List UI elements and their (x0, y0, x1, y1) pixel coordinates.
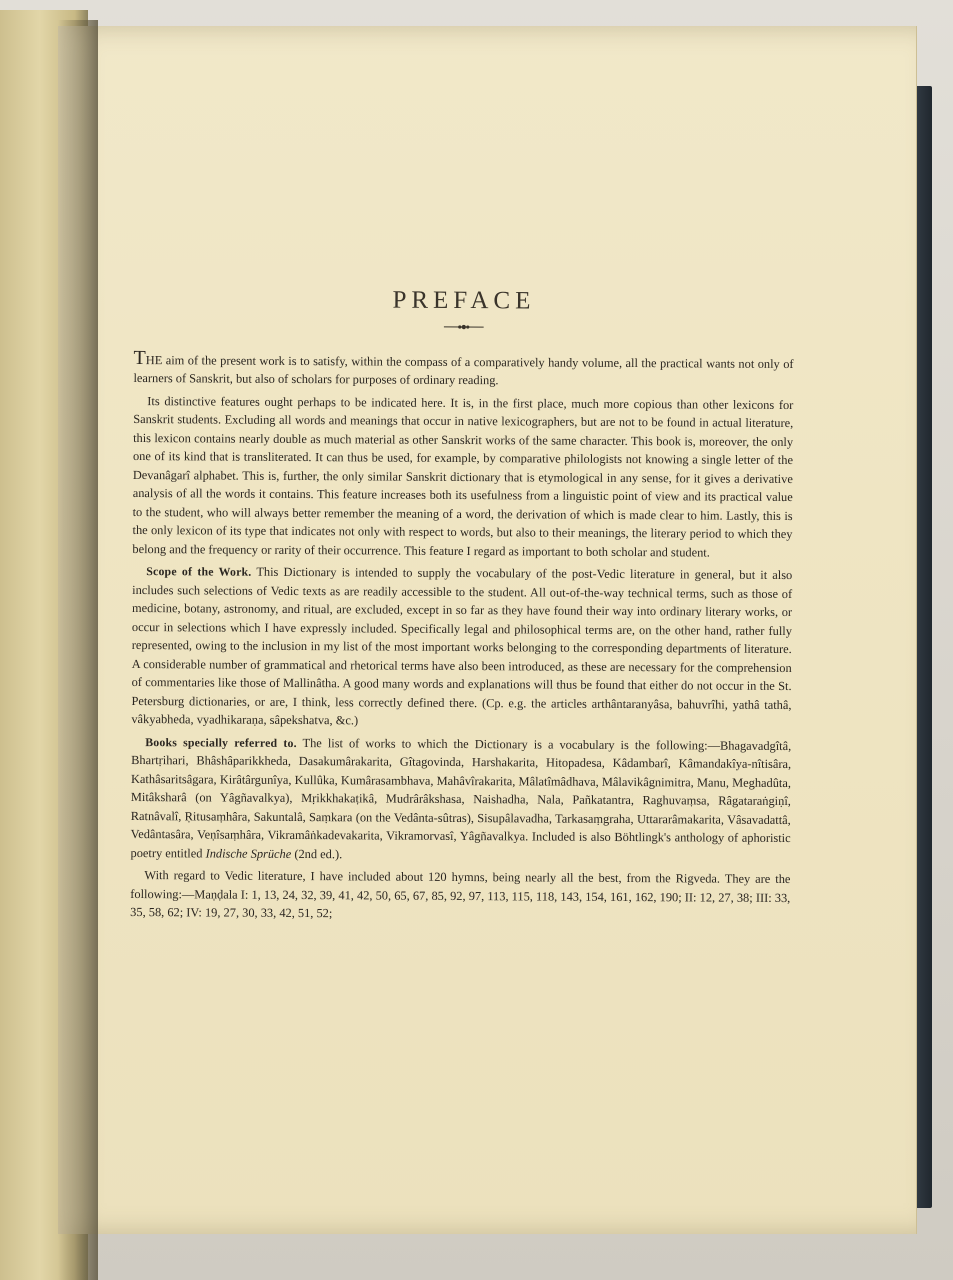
books-text: The list of works to which the Dictionary is a vocabulary is the following:—Bhagavadgîtâ, Bhartṛihari, Bhâshâparikkheda, Dasakumârakarita, Gîtagovinda, Harshakarita, Hitopadesa, Kâdambarî, Kâmandakîya-nîtisâra, Kathâsaritsâgara, Kirâtârgunîya, Kullûka, Kumârasambhava, Mahâvîrakarita, Mâlatîmâdhava, Mâlavikâgnimitra, Manu, Meghadûta, Mitâksharâ (on Yâgñavalkya), Mṛikkhakaṭikâ, Mudrârâkshasa, Naishadha, Nala, Pañkatantra, Raghuvaṃsa, Râgataraṅgiṇî, Ratnâvalî, Ṛitusaṃhâra, Sakuntalâ, Saṃkara (on the Vedânta-sûtras), Sisupâlavadha, Tarkasaṃgraha, Uttararâmakarita, Vâsavadattâ, Vedântasâra, Veṇîsaṃhâra, Vikramâṅkadevakarita, Vikramorvasî, Yâgñavalkya. Included is also Böhtlingk's anthology of aphoristic poetry entitled (130, 735, 792, 860)
anthology-edition: (2nd ed.). (294, 846, 343, 861)
paragraph-scope (131, 562, 792, 733)
anthology-title: Indische Sprüche (205, 845, 292, 861)
paragraph-books (131, 732, 792, 866)
drop-cap: T (133, 346, 146, 369)
page-content (130, 286, 794, 930)
scope-text: This Dictionary is intended to supply the vocabulary of the post-Vedic literature in general, but it also includes such selections of Vedic texts as are readily accessible to the student. All out-of-the-way technical terms, such as those of medicine, botany, astronomy, and ritual, are excluded, except in so far as they have found their way into ordinary literary works, or occur in selections which I have expressly included. Specifically legal and philosophical terms are, on the other hand, rather fully represented, owing to the inclusion in my list of the most important works belonging to the corresponding departments of literature. A considerable number of grammatical and rhetorical terms have also been introduced, as these are necessary for the comprehension of commentaries like those of Mallinâtha. A good many words and explanations will thus be found that either do not occur in the St. Petersburg dictionaries, or are, I think, less correctly defined there. (Cp. e.g. the articles arthântaranyâsa, bahuvrîhi, yathâ tathâ, vâkyabheda, vyadhikaraṇa, sâpekshatva, &c.) (131, 564, 793, 728)
paragraph-intro (133, 346, 794, 391)
paragraph-features: Its distinctive features ought perhaps to be indicated here. It is, in the first place, much more copious than other lexicons for Sanskrit students. Excluding all words and meanings that occur in native lexicographers, but are not to be found in actual literature, this lexicon contains nearly double as much material as other Sanskrit works of the same character. This book is, moreover, the only one of its kind that is transliterated. It can thus be used, for example, by comparative philologists not knowing a single letter of the Devanâgarî alphabet. This is, further, the only similar Sanskrit dictionary that is etymological in any sense, for it gives a derivative analysis of all the words it contains. This feature increases both its usefulness from a linguistic point of view and its practical value to the student, who will always better remember the meaning of a word, the derivation of which is made clear to him. Lastly, this is the only lexicon of its type that indicates not only with respect to words, but also to their meanings, the literary period to which they belong and the frequency or rarity of their occurrence. This feature I regard as important to both scholar and student. (132, 393, 794, 560)
intro-text: HE aim of the present work is to satisfy, within the compass of a comparatively handy volume, all the practical wants not only of learners of Sanskrit, but also of scholars for purposes of ordinary reading. (133, 352, 794, 388)
books-heading: Books specially referred to. (145, 734, 297, 750)
page-gutter-shadow (58, 20, 98, 1280)
page-title: PREFACE (392, 286, 536, 315)
paragraph-vedic: With regard to Vedic literature, I have included about 120 hymns, being nearly all the best, from the Rigveda. They are the following:—Maṇḍala I: 1, 13, 24, 32, 39, 41, 42, 50, 65, 67, 85, 92, 97, 113, 115, 118, 143, 154, 161, 162, 190; II: 12, 27, 38; III: 33, 35, 58, 62; IV: 19, 27, 30, 33, 42, 51, 52; (130, 868, 791, 921)
title-ornament (444, 322, 484, 330)
scope-heading: Scope of the Work. (146, 564, 252, 579)
